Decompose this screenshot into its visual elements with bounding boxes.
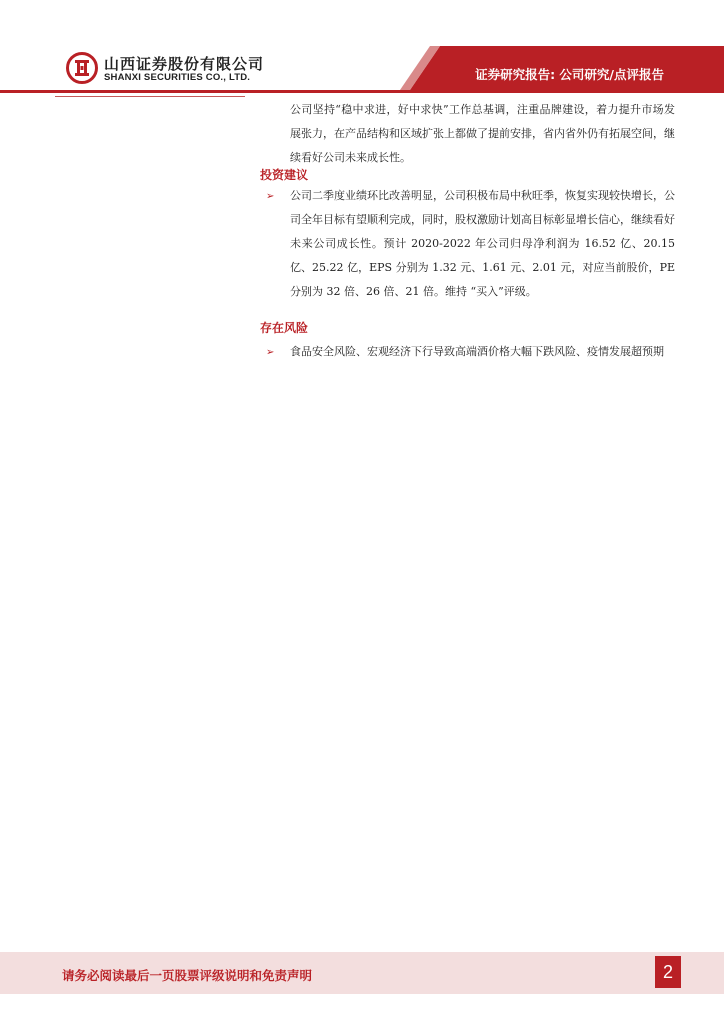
company-name-cn: 山西证券股份有限公司 [104, 55, 265, 73]
risk-paragraph: 食品安全风险、宏观经济下行导致高端酒价格大幅下跌风险、疫情发展超预期 [290, 345, 664, 358]
left-column-divider [55, 96, 245, 97]
company-name-en: SHANXI SECURITIES CO., LTD. [104, 72, 251, 83]
investment-section-title: 投资建议 [260, 168, 309, 182]
risk-section-title: 存在风险 [260, 321, 309, 335]
investment-paragraph: 公司二季度业绩环比改善明显，公司积极布局中秋旺季，恢复实现较快增长，公司全年目标有望顺利完成，同时，股权激励计划高目标彰显增长信心，继续看好未来公司成长性。预计 2020-2022 年公司归母净利润为 16.52 亿、20.15 亿、25.22 亿，EPS 分别为 1.32 元、1.61 元、2.01 元，对应当前股价，PE 分别为 32 倍、26 倍、21 倍。维持 “买入”评级。 [290, 189, 675, 298]
arrow-bullet-icon: ➢ [266, 191, 275, 202]
report-type-label: 证券研究报告: 公司研究/点评报告 [475, 67, 664, 82]
header-divider [0, 90, 724, 93]
page-number-badge: 2 [655, 956, 681, 988]
arrow-bullet-icon: ➢ [266, 347, 275, 358]
page-header [0, 0, 724, 98]
disclaimer-notice: 请务必阅读最后一页股票评级说明和免责声明 [62, 968, 313, 983]
intro-paragraph: 公司坚持“稳中求进，好中求快”工作总基调，注重品牌建设，着力提升市场发展张力，在产品结构和区域扩张上都做了提前安排，省内省外仍有拓展空间，继续看好公司未来成长性。 [290, 103, 675, 164]
